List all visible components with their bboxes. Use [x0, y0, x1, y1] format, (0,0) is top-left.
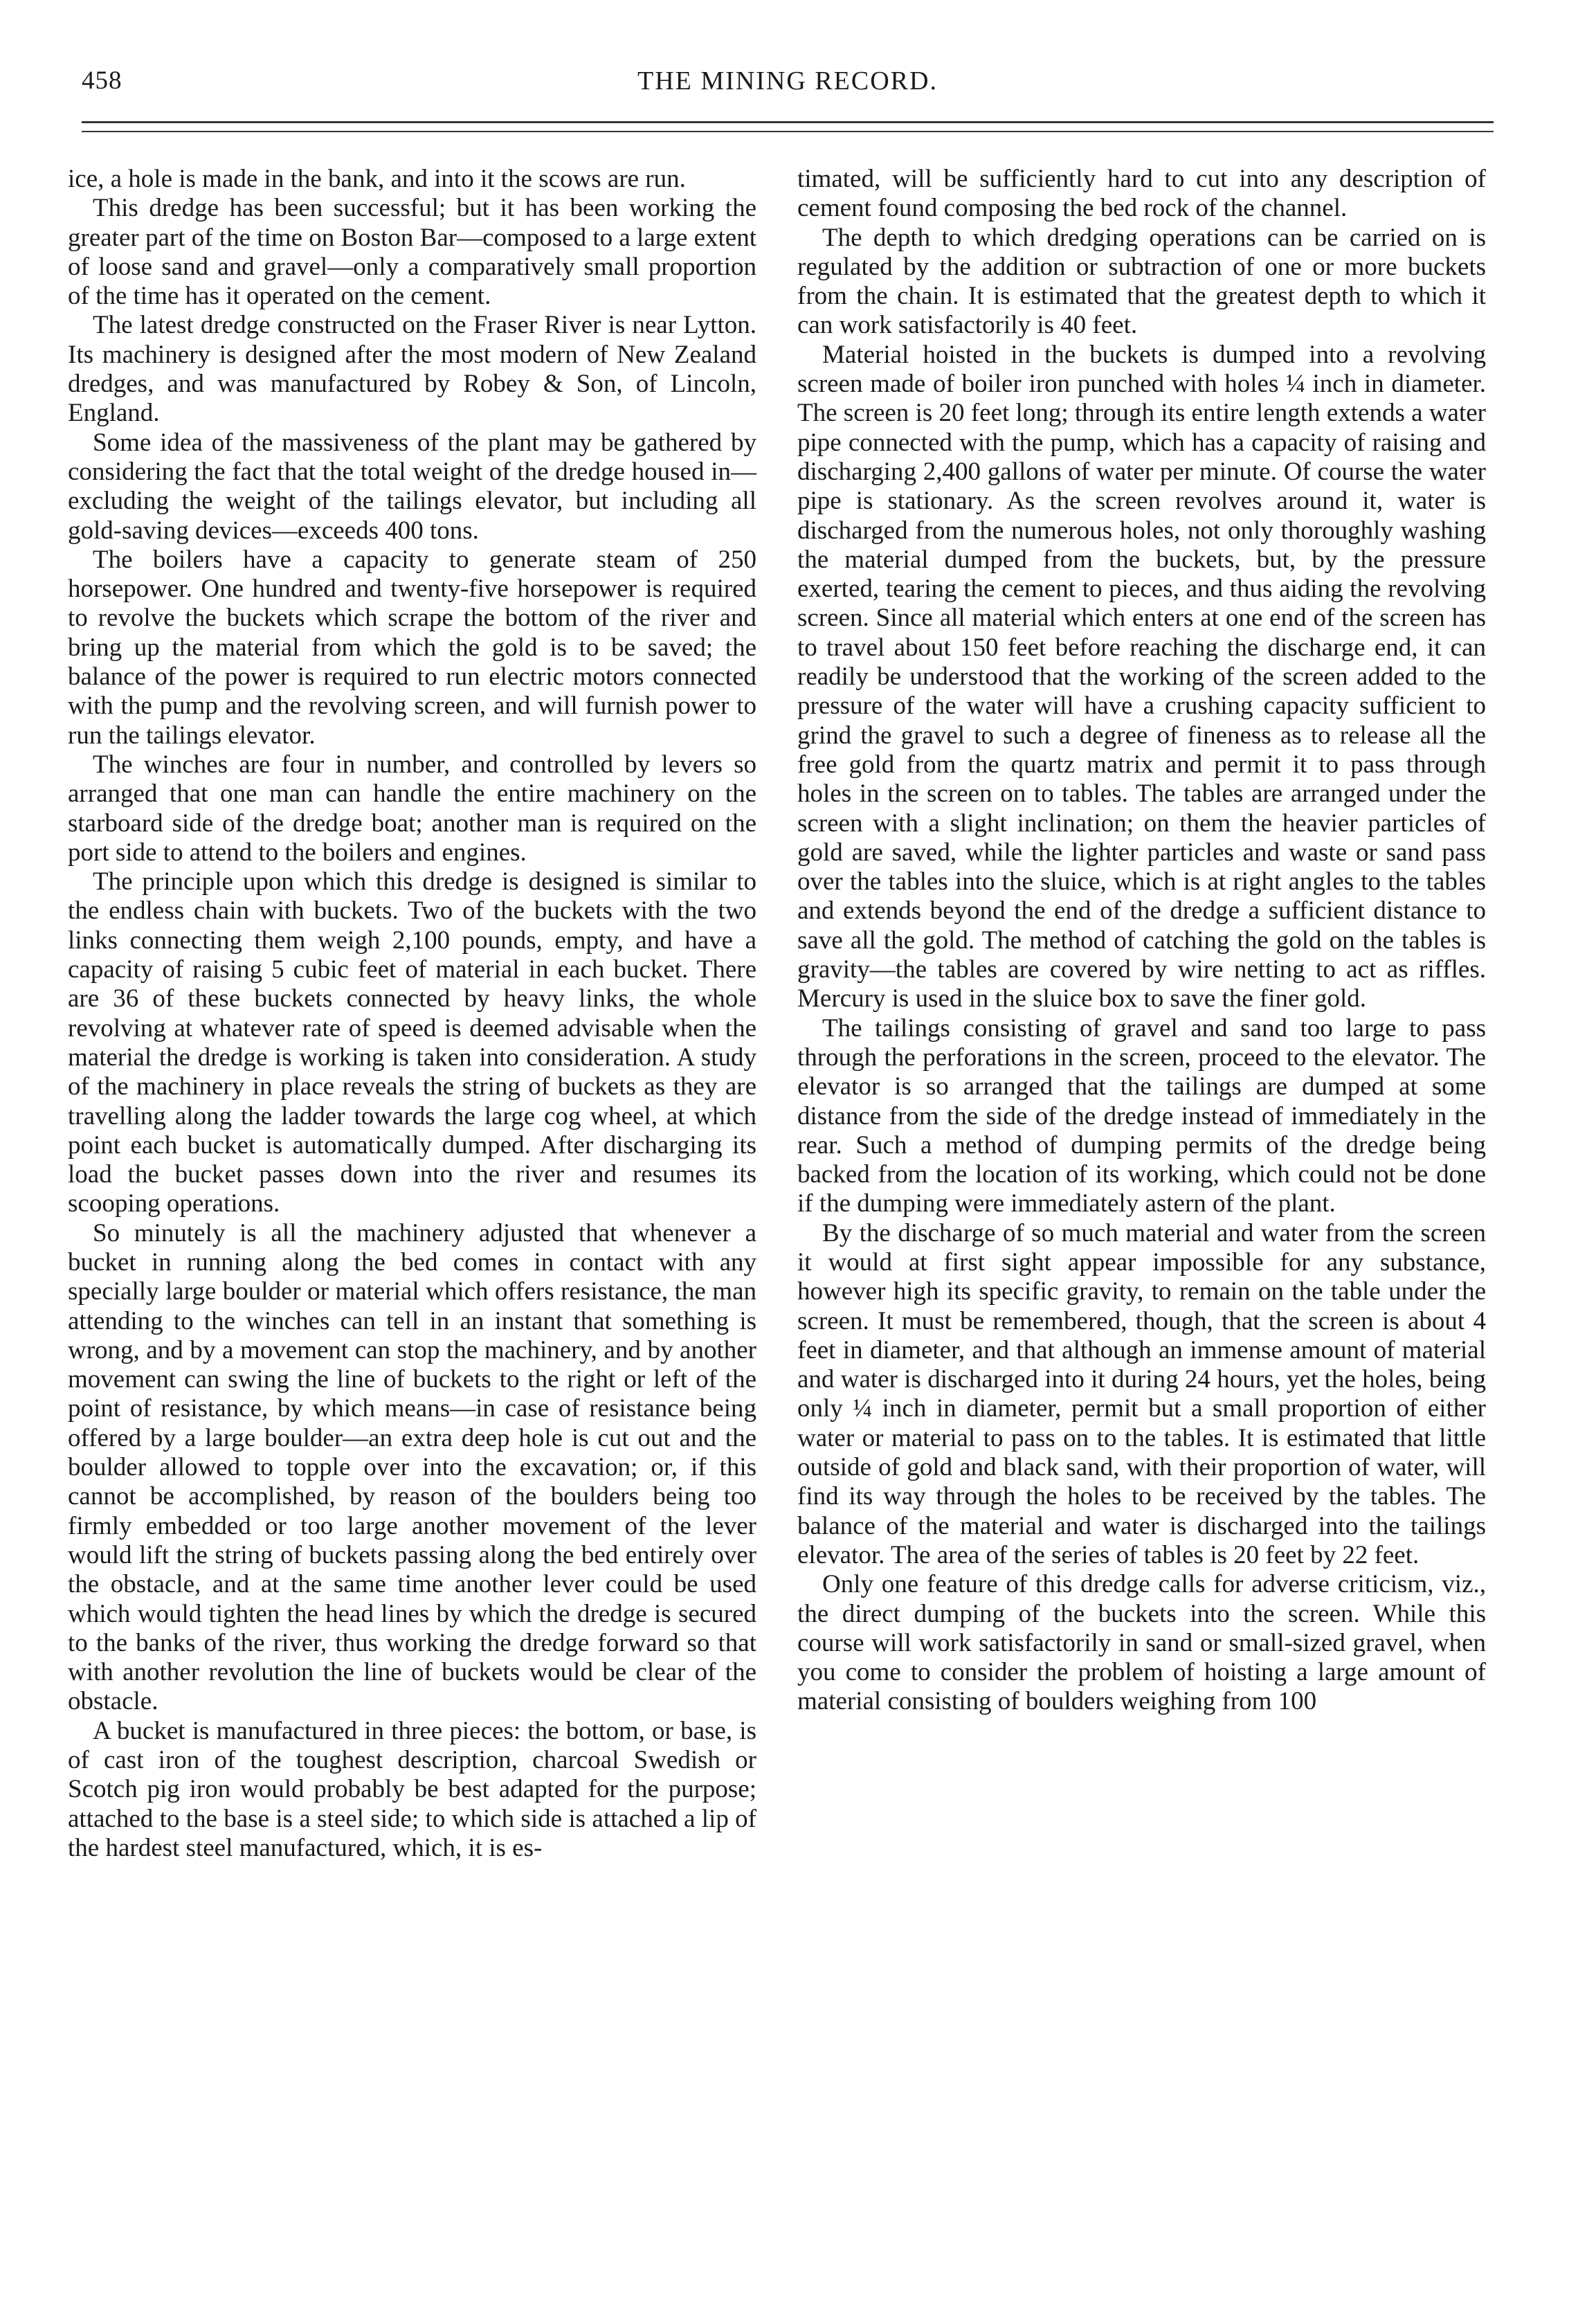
paragraph: So minutely is all the machinery adjusted that whenever a bucket in running along the bed comes in contact with any specially large boulder or material which offers resistance, the man attending to the winches can tell in an instant that something is wrong, and by a movement can stop the machinery, and by another movement can swing the line of buckets to the right or left of the point of resistance, by which means—in case of resistance being offered by a large boulder—an extra deep hole is cut out and the boulder allowed to topple over into the excavation; or, if this cannot be accomplished, by reason of the boulders being too firmly embedded or too large another movement of the lever would lift the string of buckets passing along the bed entirely over the obstacle, and at the same time another lever could be used which would tighten the head lines by which the dredge is secured to the banks of the river, thus working the dredge forward so that with another revolution the line of buckets would be clear of the obstacle. [68, 1218, 756, 1716]
page-header [82, 66, 1494, 114]
left-column [68, 165, 756, 1863]
paragraph: The latest dredge constructed on the Fraser River is near Lytton. Its machinery is designed after the most modern of New Zealand dredges, and was manufactured by Robey & Son, of Lincoln, England. [68, 311, 756, 428]
right-column [797, 165, 1486, 1717]
header-rule [82, 121, 1494, 123]
paragraph: The depth to which dredging operations can be carried on is regulated by the addition or subtraction of one or more buckets from the chain. It is estimated that the greatest depth to which it can work satisfactorily is 40 feet. [797, 223, 1486, 340]
paragraph: ice, a hole is made in the bank, and into it the scows are run. [68, 165, 686, 193]
paragraph: Material hoisted in the buckets is dumped into a revolving screen made of boiler iron punched with holes ¼ inch in diameter. The screen is 20 feet long; through its entire length extends a water pipe connected with the pump, which has a capacity of raising and discharging 2,400 gallons of water per minute. Of course the water pipe is stationary. As the screen revolves around it, water is discharged from the numerous holes, not only thoroughly washing the material dumped from the buckets, but, by the pressure exerted, tearing the cement to pieces, and thus aiding the revolving screen. Since all material which enters at one end of the screen has to travel about 150 feet before reaching the discharge end, it can readily be understood that the working of the screen added to the pressure of the water will have a crushing capacity sufficient to grind the gravel to such a degree of fineness as to release all the free gold from the quartz matrix and permit it to pass through holes in the screen on to tables. The tables are arranged under the screen with a slight inclination; on them the heavier particles of gold are saved, while the lighter particles and waste or sand pass over the tables into the sluice, which is at right angles to the tables and extends beyond the end of the dredge a sufficient distance to save all the gold. The method of catching the gold on the tables is gravity—the tables are covered by wire netting to act as riffles. Mercury is used in the sluice box to save the finer gold. [797, 340, 1486, 1013]
paragraph: Only one feature of this dredge calls for adverse criticism, viz., the direct dumping of the buckets into the screen. While this course will work satisfactorily in sand or small-sized gravel, when you come to consider the problem of hoisting a large amount of material consisting of boulders weighing from 100 [797, 1570, 1486, 1716]
paragraph: A bucket is manufactured in three pieces: the bottom, or base, is of cast iron of the toughest description, charcoal Swedish or Scotch pig iron would probably be best adapted for the purpose; attached to the base is a steel side; to which side is attached a lip of the hardest steel manufactured, which, it is es- [68, 1716, 756, 1862]
paragraph: This dredge has been successful; but it has been working the greater part of the time on Boston Bar—composed to a large extent of loose sand and gravel—only a comparatively small proportion of the time has it operated on the cement. [68, 194, 756, 311]
paragraph: timated, will be sufficiently hard to cut into any description of cement found composing the bed rock of the channel. [797, 165, 1486, 223]
running-title: THE MINING RECORD. [637, 66, 938, 96]
paragraph: Some idea of the massiveness of the plant may be gathered by considering the fact that the total weight of the dredge housed in—excluding the weight of the tailings elevator, but including all gold-saving devices—exceeds 400 tons. [68, 428, 756, 545]
paragraph: By the discharge of so much material and water from the screen it would at first sight appear impossible for any substance, however high its specific gravity, to remain on the table under the screen. It must be remembered, though, that the screen is about 4 feet in diameter, and that although an immense amount of material and water is discharged into it during 24 hours, yet the holes, being only ¼ inch in diameter, permit but a small proportion of either water or material to pass on to the tables. It is estimated that little outside of gold and black sand, with their proportion of water, will find its way through the holes to be received by the tables. The balance of the material and water is discharged into the tailings elevator. The area of the series of tables is 20 feet by 22 feet. [797, 1218, 1486, 1569]
paragraph: The tailings consisting of gravel and sand too large to pass through the perforations in the screen, proceed to the elevator. The elevator is so arranged that the tailings are dumped at some distance from the side of the dredge instead of immediately in the rear. Such a method of dumping permits of the dredge being backed from the location of its working, which could not be done if the dumping were immediately astern of the plant. [797, 1013, 1486, 1218]
paragraph: The winches are four in number, and controlled by levers so arranged that one man can handle the entire machinery on the starboard side of the dredge boat; another man is required on the port side to attend to the boilers and engines. [68, 750, 756, 867]
header-rule-thin [82, 131, 1494, 132]
paragraph: The boilers have a capacity to generate steam of 250 horsepower. One hundred and twenty-five horsepower is required to revolve the buckets which scrape the bottom of the river and bring up the material from which the gold is to be saved; the balance of the power is required to run electric motors connected with the pump and the revolving screen, and will furnish power to run the tailings elevator. [68, 545, 756, 750]
page-number: 458 [82, 66, 123, 95]
paragraph: The principle upon which this dredge is designed is similar to the endless chain with buckets. Two of the buckets with the two links connecting them weigh 2,100 pounds, empty, and have a capacity of raising 5 cubic feet of material in each bucket. There are 36 of these buckets connected by heavy links, the whole revolving at whatever rate of speed is deemed advisable when the material the dredge is working is taken into consideration. A study of the machinery in place reveals the string of buckets as they are travelling along the ladder towards the large cog wheel, at which point each bucket is automatically dumped. After discharging its load the bucket passes down into the river and resumes its scooping operations. [68, 867, 756, 1218]
